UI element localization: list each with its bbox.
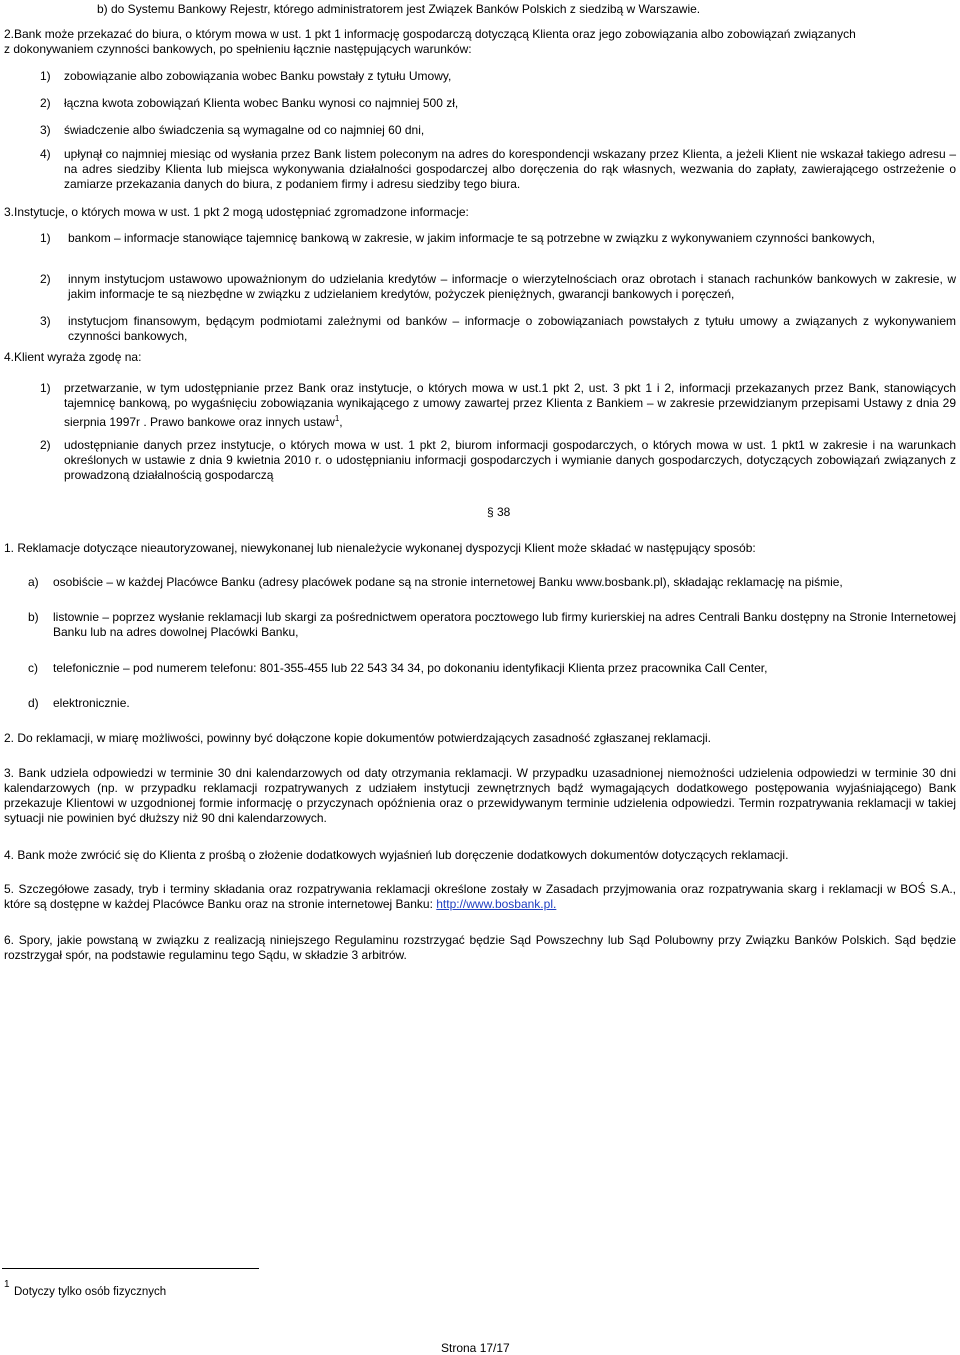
complaint-5 [4,882,956,912]
item-b: b) do Systemu Bankowy Rejestr, którego administratorem jest Związek Banków Polskich z siedzibą w Warszawie. [97,2,701,16]
complaint-1-intro: 1. Reklamacje dotyczące nieautoryzowanej, niewykonanej lub nienależycie wykonanej dyspozycji Klient może składać w następujący sposób: [4,541,756,555]
condition-1-number: 1) [40,69,51,83]
condition-3-number: 3) [40,123,51,137]
institution-2-text: innym instytucjom ustawowo upoważnionym do udzielania kredytów – informacje o wierzytelnościach oraz obrotach i stanach rachunków bankowych w zakresie, w jakim informacje te są niezbędne w związku z udzielaniem kredytów, pożyczek pieniężnych, gwarancji bankowych i poręczeń, [68,272,956,301]
complaint-method-c [28,661,956,676]
complaint-method-b-text: listownie – poprzez wysłanie reklamacji lub skargi za pośrednictwem operatora pocztowego lub firmy kurierskiej na adres Centrali Banku dostępny na Stronie Internetowej Banku lub na adres dowolnej Placówki Banku, [53,610,956,639]
page-number: Strona 17/17 [441,1341,510,1355]
complaint-method-d-letter: d) [28,696,39,710]
consent-2-text: udostępnianie danych przez instytucje, o których mowa w ust. 1 pkt 2, biurom informacji gospodarczych, o których mowa w ust. 1 pkt1 w zakresie i na warunkach określonych w ustawie z dnia 9 kwietnia 2010 r. o udostępnianiu informacji gospodarczych i wymianie danych gospodarczych, dotyczących zobowiązań związanych z prowadzoną działalnością gospodarczą [64,438,956,482]
complaint-method-c-text: telefonicznie – pod numerem telefonu: 801-355-455 lub 22 543 34 34, po dokonaniu identyfikacji Klienta przez pracownika Call Center, [53,661,768,675]
consent-2-number: 2) [40,438,51,452]
institution-1-text: bankom – informacje stanowiące tajemnicę bankową w zakresie, w jakim informacje te są potrzebne w związku z wykonywaniem czynności bankowych, [68,231,876,245]
condition-4-text: upłynął co najmniej miesiąc od wysłania przez Bank listem poleconym na adres do korespondencji wskazany przez Klienta, a jeżeli Klient nie wskazał takiego adresu – na adres siedziby Klienta lub miejsca wykonywania działalności gospodarczej albo doręczenia do rąk własnych, wezwania do zapłaty, zawierającego ostrzeżenie o zamiarze przekazania danych do biura, z podaniem firmy i adresu siedziby tego biura. [64,147,956,191]
complaint-5-text: 5. Szczegółowe zasady, tryb i terminy składania oraz rozpatrywania reklamacji określone zostały w Zasadach przyjmowania oraz rozpatrywania skarg i reklamacji w BOŚ S.A., które są dostępne w każdej Placówce Banku oraz na stronie internetowej Banku: [4,882,956,911]
complaint-method-b [28,610,956,640]
consent-1-text [64,381,956,430]
complaint-method-c-letter: c) [28,661,38,675]
bank-website-link[interactable]: http://www.bosbank.pl. [436,897,557,911]
condition-2-number: 2) [40,96,51,110]
condition-4-number: 4) [40,147,51,161]
complaint-method-d-text: elektronicznie. [53,696,130,710]
institution-2 [40,272,956,302]
paragraph-2-line2: z dokonywaniem czynności bankowych, po spełnieniu łącznie następujących warunków: [4,42,472,56]
complaint-4: 4. Bank może zwrócić się do Klienta z prośbą o złożenie dodatkowych wyjaśnień lub doręczenie dodatkowych dokumentów dotyczących reklamacji. [4,848,789,862]
institution-2-number: 2) [40,272,51,286]
complaint-3: 3. Bank udziela odpowiedzi w terminie 30 dni kalendarzowych od daty otrzymania reklamacji. W przypadku uzasadnionej niemożności udzielenia odpowiedzi w terminie 30 dni kalendarzowych (np. w przypadku reklamacji rozpatrywanych z udziałem instytucji zewnętrznych bądź wymagających dodatkowego postępowania wyjaśniającego) Bank przekazuje Klientowi w uzgodnionej formie informację o przyczynach opóźnienia oraz o przewidywanym terminie udzielenia odpowiedzi. Termin rozpatrywania reklamacji w takiej sytuacji nie powinien być dłuższy niż 90 dni kalendarzowych. [4,766,956,825]
paragraph-4-intro: 4.Klient wyraża zgodę na: [4,350,142,364]
condition-1-text: zobowiązanie albo zobowiązania wobec Banku powstały z tytułu Umowy, [64,69,452,83]
institution-3-text: instytucjom finansowym, będącym podmiotami zależnymi od banków – informacje o zobowiązaniach powstałych z tytułu umowy a związanych z wykonywaniem czynności bankowych, [68,314,956,343]
footnote-separator [2,1268,259,1269]
footnote-mark: 1 [4,1279,10,1290]
condition-3-text: świadczenie albo świadczenia są wymagalne od co najmniej 60 dni, [64,123,425,137]
footnote-reference: 1 [334,414,340,423]
paragraph-2-line1: 2.Bank może przekazać do biura, o którym mowa w ust. 1 pkt 1 informację gospodarczą dotyczącą Klienta oraz jego zobowiązania albo zobowiązań związanych [4,27,856,41]
footnote-text: Dotyczy tylko osób fizycznych [14,1286,167,1298]
paragraph-3-intro: 3.Instytucje, o których mowa w ust. 1 pkt 2 mogą udostępniać zgromadzone informacje: [4,205,469,219]
condition-2-text: łączna kwota zobowiązań Klienta wobec Banku wynosi co najmniej 500 zł, [64,96,459,110]
complaint-method-a [28,575,956,590]
complaint-method-d [28,696,956,711]
consent-1-tail: , [339,415,343,429]
consent-2 [40,438,956,483]
consent-1-body: przetwarzanie, w tym udostępnianie przez Bank oraz instytucje, o których mowa w ust.1 pkt 2, ust. 3 pkt 1 i 2, informacji przekazanych przez Bank, stanowiących tajemnicę bankową, po wygaśnięciu zobowiązania wynikającego z umowy zawartej przez Klienta z Bankiem – w zakresie przewidzianym przepisami Ustawy z dnia 29 sierpnia 1997r . Prawo bankowe oraz innych ustaw [64,381,956,429]
institution-3 [40,314,956,344]
condition-2 [40,96,956,111]
complaint-2: 2. Do reklamacji, w miarę możliwości, powinny być dołączone kopie dokumentów potwierdzających zasadność zgłaszanej reklamacji. [4,731,711,745]
complaint-method-a-text: osobiście – w każdej Placówce Banku (adresy placówek podane są na stronie internetowej Banku www.bosbank.pl), składając reklamację na piśmie, [53,575,843,589]
complaint-6: 6. Spory, jakie powstaną w związku z realizacją niniejszego Regulaminu rozstrzygać będzie Sąd Powszechny lub Sąd Polubowny przy Związku Banków Polskich. Sąd będzie rozstrzygał spór, na podstawie regulaminu tego Sądu, w składzie 3 arbitrów. [4,933,956,962]
condition-3 [40,123,956,138]
consent-1-number: 1) [40,381,51,395]
complaint-method-b-letter: b) [28,610,39,624]
consent-1 [40,381,956,430]
complaint-method-a-letter: a) [28,575,39,589]
section-number: § 38 [487,505,511,519]
institution-1 [40,231,956,246]
institution-3-number: 3) [40,314,51,328]
condition-4 [40,147,956,192]
condition-1 [40,69,956,84]
institution-1-number: 1) [40,231,51,245]
